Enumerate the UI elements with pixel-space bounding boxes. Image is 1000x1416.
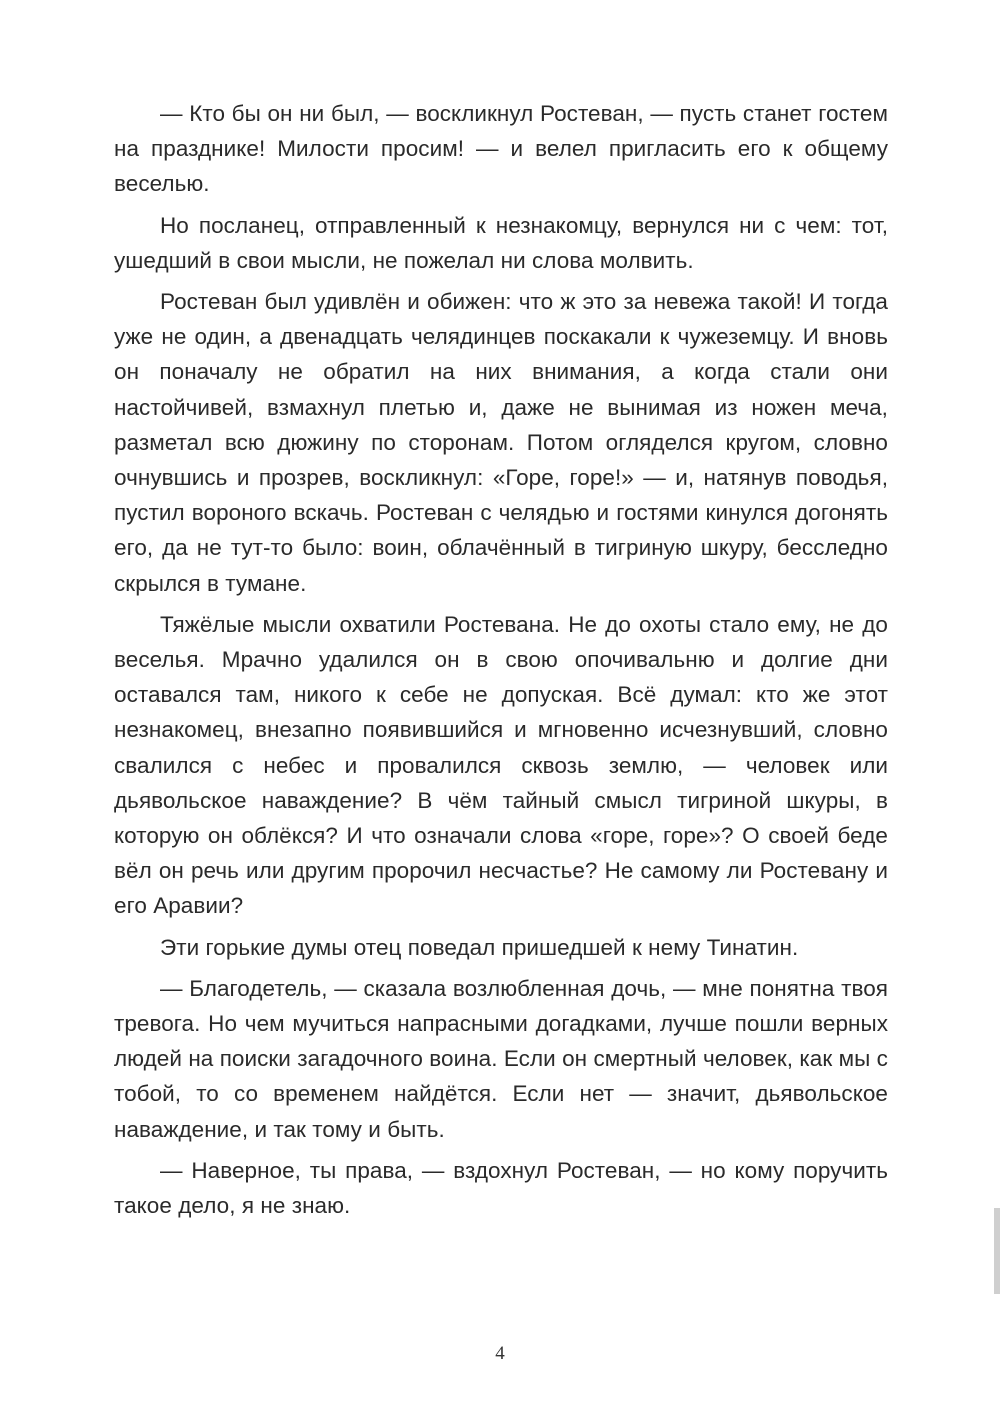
page-text bbox=[114, 96, 888, 1223]
paragraph-2: Но посланец, отправленный к незнакомцу, вернулся ни с чем: тот, ушедший в свои мысли, не пожелал ни слова молвить. bbox=[114, 212, 888, 273]
page-number: 4 bbox=[495, 1343, 505, 1364]
paragraph-3: Ростеван был удивлён и обижен: что ж это за невежа такой! И тогда уже не один, а двенадцать челядинцев поскакали к чужеземцу. И вновь он поначалу не обратил на них внимания, а когда стали они настойчивей, взмахнул плетью и, даже не вынимая из ножен меча, разметал всю дюжину по сторонам. Потом огляделся кругом, словно очнувшись и прозрев, воскликнул: «Горе, горе!» — и, натянув поводья, пустил вороного вскачь. Ростеван с челядью и гостями кинулся догонять его, да не тут-то было: воин, облачённый в тигриную шкуру, бесследно скрылся в тумане. bbox=[114, 289, 888, 596]
paragraph-7: — Наверное, ты права, — вздохнул Ростеван, — но кому поручить такое дело, я не знаю. bbox=[114, 1157, 888, 1219]
paragraph-1: — Кто бы он ни был, — воскликнул Ростеван, — пусть станет гостем на празднике! Милости просим! — и велел пригласить его к общему веселью. bbox=[114, 101, 888, 197]
scan-edge-mark bbox=[994, 1208, 1000, 1294]
paragraph-4: Тяжёлые мысли охватили Ростевана. Не до охоты стало ему, не до веселья. Мрачно удалился он в свою опочивальню и долгие дни оставался там, никого к себе не допуская. Всё думал: кто же этот незнакомец, внезапно появившийся и мгновенно исчезнувший, словно свалился с небес и провалился сквозь землю, — человек или дьявольское наваждение? В чём тайный смысл тигриной шкуры, в которую он облёкся? И что означали слова «горе, горе»? О своей беде вёл он речь или другим пророчил несчастье? Не самому ли Ростевану и его Аравии? bbox=[114, 611, 888, 919]
paragraph-6: — Благодетель, — сказала возлюбленная дочь, — мне понятна твоя тревога. Но чем мучиться напрасными догадками, лучше пошли верных людей на поиски загадочного воина. Если он смертный человек, как мы с тобой, то со временем найдётся. Если нет — значит, дьявольское наваждение, и так тому и быть. bbox=[114, 975, 888, 1142]
paragraph-5: Эти горькие думы отец поведал пришедшей к нему Тинатин. bbox=[160, 934, 799, 960]
